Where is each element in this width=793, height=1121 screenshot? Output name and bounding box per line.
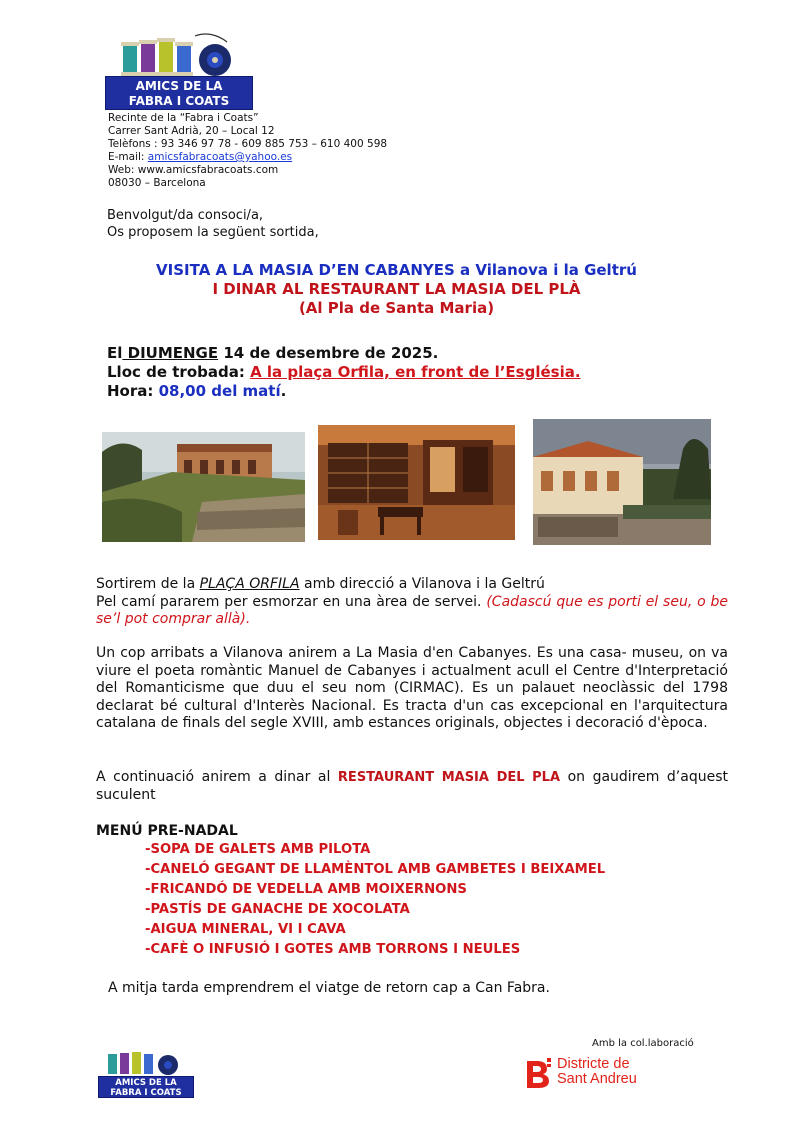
event-meeting: Lloc de trobada: A la plaça Orfila, en front de l’Església. — [107, 363, 581, 381]
departure-line: Sortirem de la PLAÇA ORFILA amb direcció a Vilanova i la Geltrú — [96, 576, 545, 592]
menu-item: -AIGUA MINERAL, VI I CAVA — [145, 922, 346, 937]
menu-item: -CANELÓ GEGANT DE LLAMÈNTOL AMB GAMBETES I BEIXAMEL — [145, 862, 606, 877]
closing-line: A mitja tarda emprendrem el viatge de retorn cap a Can Fabra. — [108, 980, 550, 996]
district-name: Districte de Sant Andreu — [557, 1056, 637, 1087]
contact-block — [108, 112, 438, 190]
contact-email-row: E-mail: amicsfabracoats@yahoo.es — [108, 151, 293, 163]
contact-web: Web: www.amicsfabracoats.com — [108, 164, 279, 176]
paragraph-visit: Un cop arribats a Vilanova anirem a La Masia d'en Cabanyes. Es una casa- museu, on va viure el poeta romàntic Manuel de Cabanyes i actualment acull el Centre d'Interpretació del Romanticisme que duu el seu nom (CIRMAC). Es un palauet neoclàssic del 1798 declarat bé cultural d'Interès Nacional. Es tracta d'un cas excepcional en l'arquitectura catalana de finals del segle XVIII, amb estances originals, objectes i decoració d'època. — [96, 645, 728, 731]
contact-street: Carrer Sant Adrià, 20 – Local 12 — [108, 125, 275, 137]
photo-masia-exterior — [102, 432, 305, 542]
greeting — [107, 207, 507, 241]
menu-item: -PASTÍS DE GANACHE DE XOCOLATA — [145, 902, 410, 917]
title-line-1: VISITA A LA MASIA D’EN CABANYES a Vilanova i la Geltrú — [156, 261, 637, 279]
restaurant-name: RESTAURANT MASIA DEL PLA — [337, 770, 561, 785]
time-value: 08,00 del matí — [158, 382, 281, 400]
photo-restaurant-exterior — [533, 419, 711, 545]
paragraph-lunch: A continuació anirem a dinar al RESTAURANT MASIA DEL PLA on gaudirem d’aquest suculent — [96, 769, 728, 803]
greeting-line-1: Benvolgut/da consoci/a, — [107, 208, 264, 223]
logo-line-1: AMICS DE LA — [135, 79, 223, 93]
breakfast-note: (Cadascú que es porti el seu, o be se’l pot comprar allà). — [96, 593, 728, 627]
event-titles — [100, 261, 693, 318]
menu-item: -FRICANDÓ DE VEDELLA AMB MOIXERNONS — [145, 882, 467, 897]
menu-list — [145, 840, 705, 960]
footer-logo-badge: AMICS DE LA FABRA I COATS — [98, 1076, 194, 1098]
header-logo — [105, 30, 255, 112]
meeting-place: A la plaça Orfila, en front de l’Església. — [250, 363, 581, 381]
title-line-2: I DINAR AL RESTAURANT LA MASIA DEL PLÀ — [212, 280, 581, 298]
departure-place: PLAÇA ORFILA — [199, 576, 300, 592]
event-day: DIUMENGE — [122, 344, 219, 362]
menu-item: -SOPA DE GALETS AMB PILOTA — [145, 842, 371, 857]
district-logo — [525, 1053, 705, 1093]
menu-title: MENÚ PRE-NADAL — [96, 823, 238, 839]
email-link[interactable]: amicsfabracoats@yahoo.es — [147, 151, 293, 163]
paragraph-departure — [96, 576, 728, 629]
logo-line-2: FABRA I COATS — [128, 94, 230, 108]
breakfast-line: Pel camí pararem per esmorzar en una àrea de servei. (Cadascú que es porti el seu, o be se’l pot comprar allà). — [96, 593, 728, 627]
thread-spools-icon — [104, 1048, 184, 1078]
event-info — [107, 344, 707, 401]
event-date: El DIUMENGE 14 de desembre de 2025. — [107, 344, 439, 362]
collab-label: Amb la col.laboració — [592, 1038, 694, 1049]
contact-phones: Telèfons : 93 346 97 78 - 609 885 753 – 610 400 598 — [108, 138, 388, 150]
footer-logo — [98, 1048, 194, 1098]
logo-badge — [105, 76, 253, 110]
contact-postal: 08030 – Barcelona — [108, 177, 206, 189]
event-time: Hora: 08,00 del matí. — [107, 382, 287, 400]
title-line-3: (Al Pla de Santa Maria) — [298, 299, 495, 317]
photo-masia-interior — [318, 425, 515, 540]
greeting-line-2: Os proposem la següent sortida, — [107, 225, 319, 240]
barcelona-b-icon — [525, 1055, 553, 1089]
thread-spools-icon — [117, 30, 237, 82]
contact-venue: Recinte de la “Fabra i Coats” — [108, 112, 259, 124]
menu-item: -CAFÈ O INFUSIÓ I GOTES AMB TORRONS I NEULES — [145, 942, 521, 957]
